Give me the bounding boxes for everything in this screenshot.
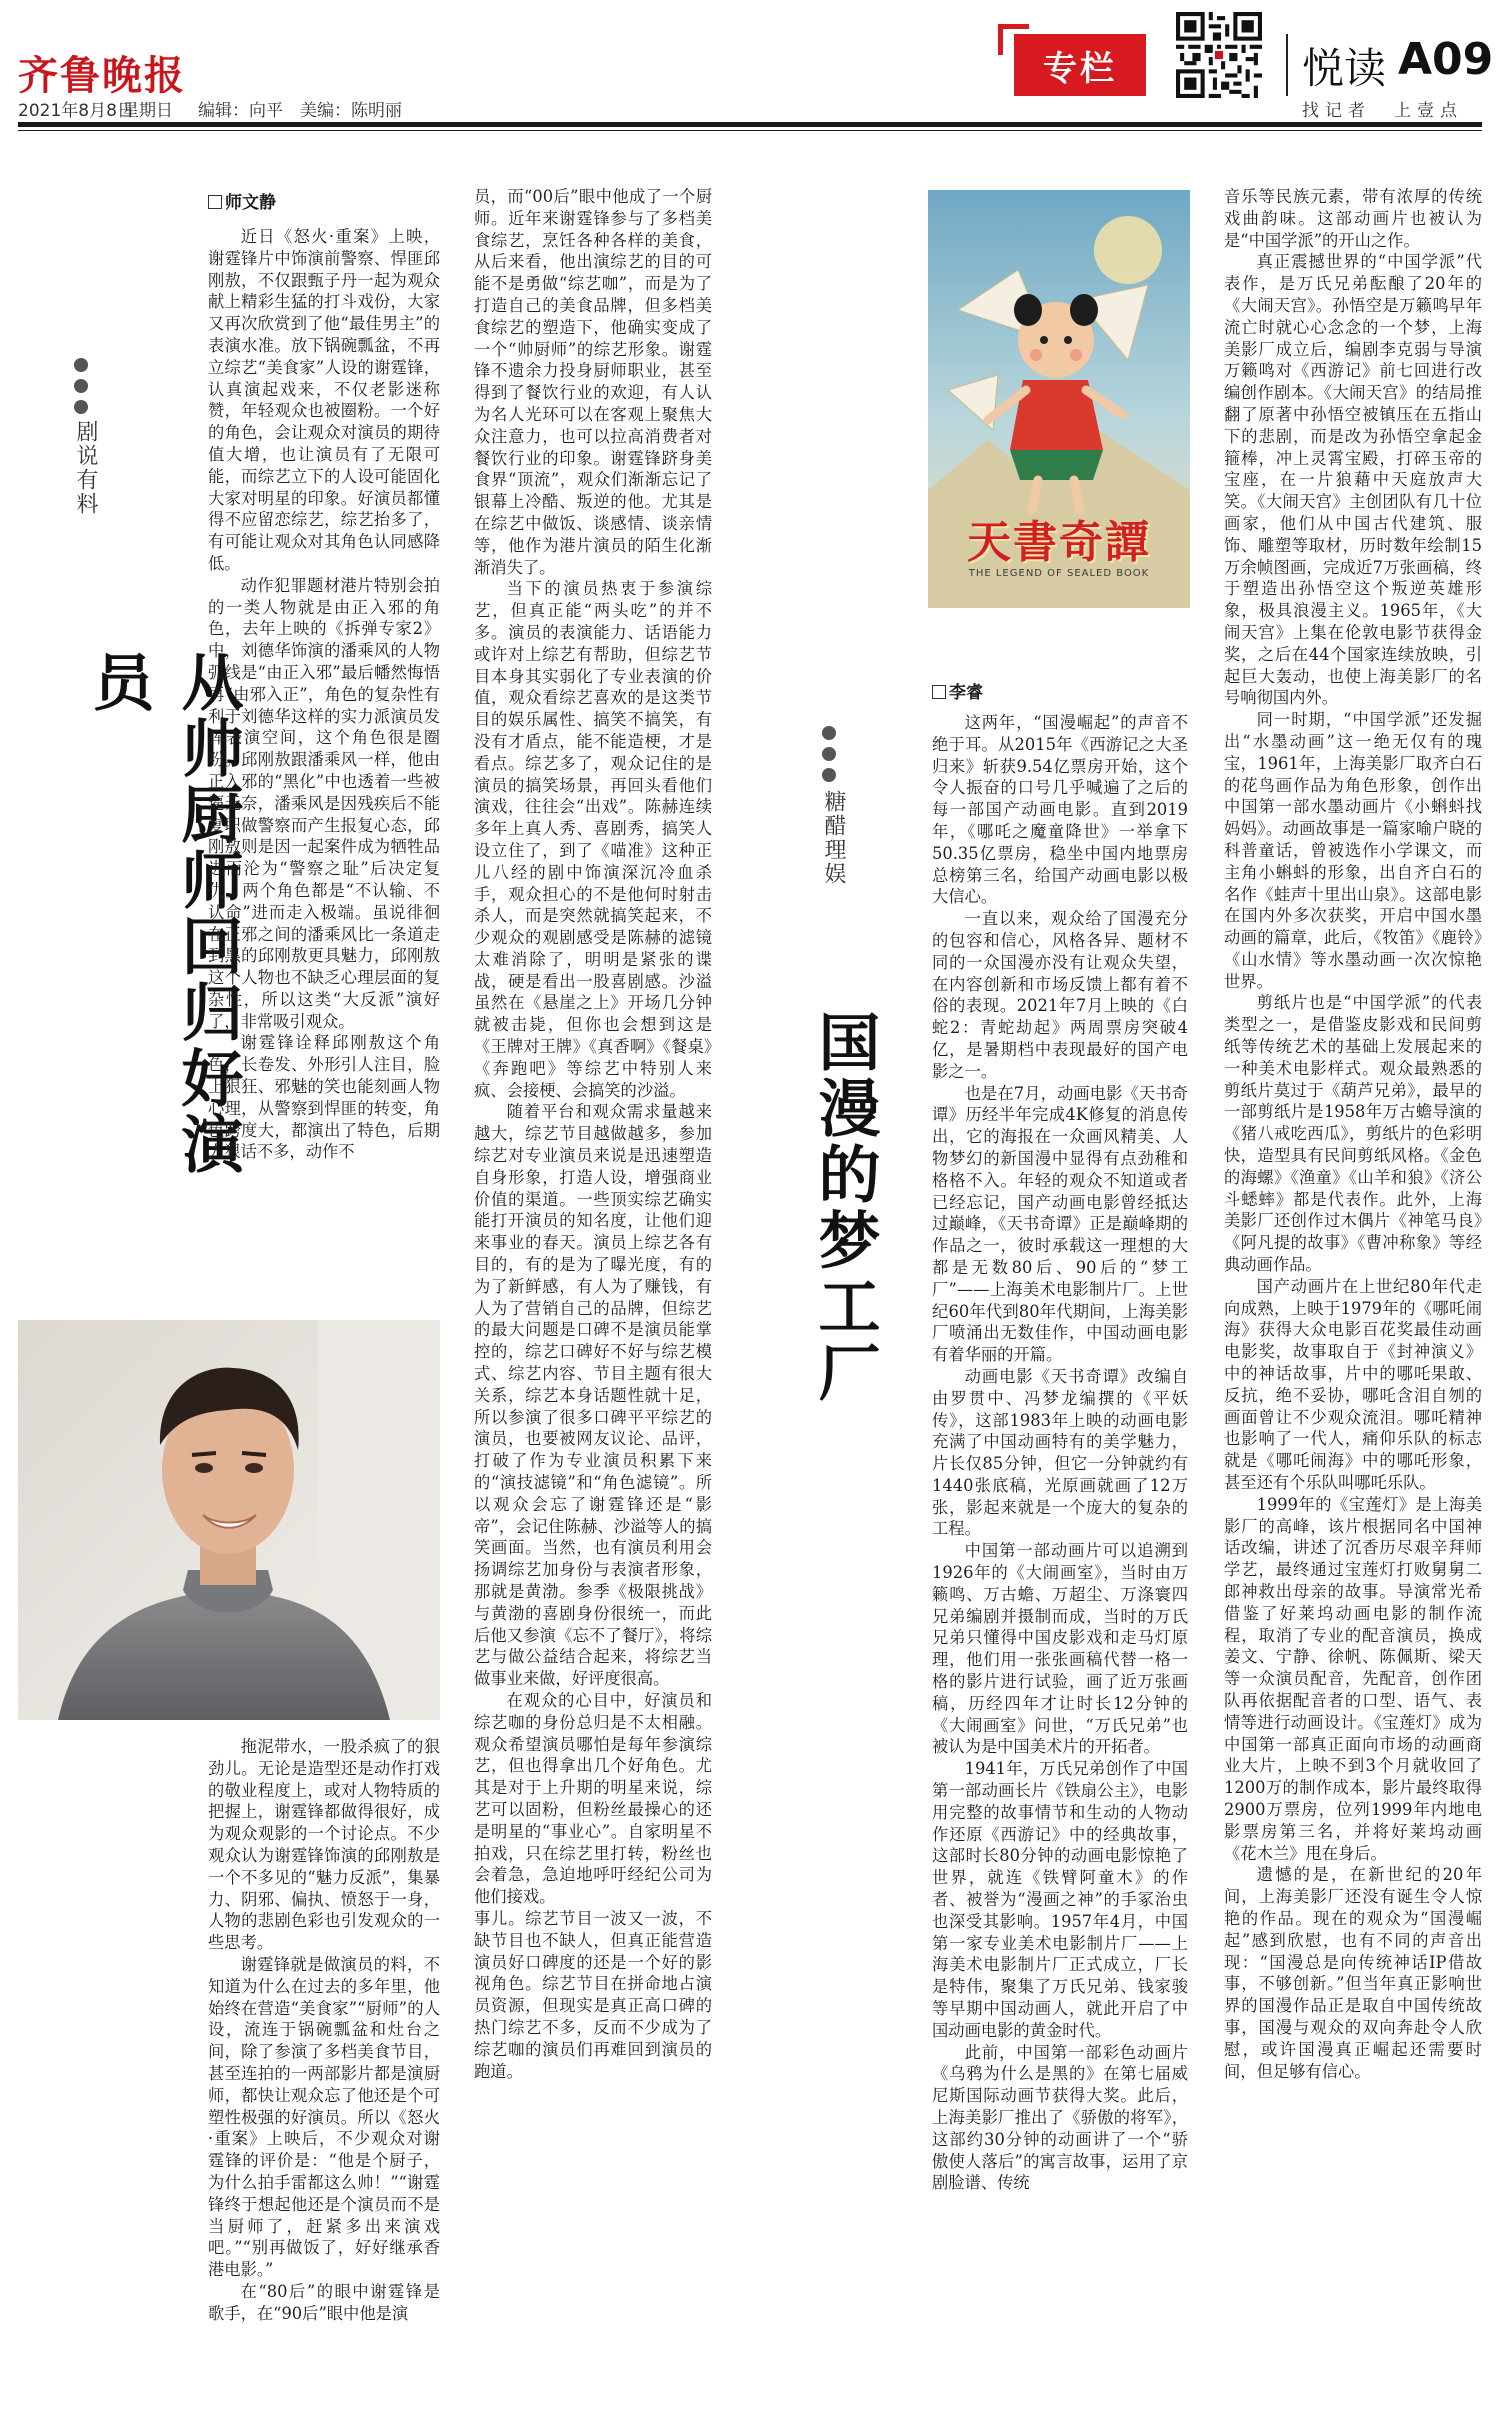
masthead-logo: 齐鲁晚报 <box>18 52 186 99</box>
article2-bullet-icon <box>822 726 836 782</box>
article1-headline: 从帅厨师回归好演员 <box>82 650 244 1178</box>
article1-column-1-bottom: 拖泥带水，一股杀疯了的狠劲儿。无论是造型还是动作打戏的敬业程度上，或对人物特质的把握上，谢霆锋都做得很好，成为观众观影的一个讨论点。不少观众认为谢霆锋饰演的邱刚敖是一个不多见的“魅力反派”，集暴力、阴邪、偏执、愤怒于一身，人物的悲剧色彩也引发观众的一些思考。 谢霆锋就是做演员的料，不知道为什么在过去的多年里，他始终在营造“美食家”“厨师”的人设，流连于锅碗瓢盆和灶台之间，除了参演了多档美食节目，甚至连拍的一两部影片都是演厨师，都快让观众忘了他还是个可塑性极强的好演员。所以《怒火·重案》上映后，不少观众对谢霆锋的评价是：“他是个厨子，为什么拍手雷都这么帅！”“谢霆锋终于想起他还是个演员而不是当厨师了，赶紧多出来演戏吧。”“别再做饭了，好好继承香港电影。” 在“80后”的眼中谢霆锋是歌手，在“90后”眼中他是演 <box>208 1737 440 2323</box>
movie-poster-image <box>928 190 1190 608</box>
article2-headline: 国漫的梦工厂 <box>808 1010 881 1406</box>
page-title: 悦读 <box>1302 44 1387 93</box>
article2-kicker: 糖醋理娱 <box>821 790 846 886</box>
header-rule-thin <box>18 130 1482 131</box>
article1-column-2: 员，而“00后”眼中他成了一个厨师。近年来谢霆锋参与了多档美食综艺，烹饪各种各样的美食，从后来看，他出演综艺的目的可能不是勇做“综艺咖”，而是为了打造自己的美食品牌，但多档美食综艺的塑造下，他确实变成了一个“帅厨师”的综艺形象。谢霆锋不遗余力投身厨师职业，甚至得到了餐饮行业的欢迎，有人认为名人光环可以在客观上聚焦大众注意力，也可以拉高消费者对餐饮行业的印象。谢霆锋跻身美食界“顶流”，观众们渐渐忘记了银幕上冷酷、叛逆的他。尤其是在综艺中做饭、谈感情、谈亲情等，他作为港片演员的陌生化渐渐消失了。 当下的演员热衷于参演综艺，但真正能“两头吃”的并不多。演员的表演能力、话语能力或许对上综艺有帮助，但综艺节目本身其实弱化了专业表演的价值，观众看综艺喜欢的是这类节目的娱乐属性、搞笑不搞笑，有没有才盾点，能不能造梗，才是看点。综艺多了，观众记住的是演员的搞笑场景，再回头看他们演戏，往往会“出戏”。陈赫连续多年上真人秀、喜剧秀，搞笑人设立住了，到了《喵准》这种正儿八经的剧中饰演深沉冷血杀手，观众担心的不是他何时射击杀人，而是突然就搞笑起来，不少观众的观剧感受是陈赫的滤镜太难消除了，明明是紧张的谍战，硬是看出一股喜剧感。沙溢虽然在《悬崖之上》开场几分钟就被击毙，但你也会想到这是《王牌对王牌》《真香啊》《餐桌》《奔跑吧》等综艺中特别人来疯、会接梗、会搞笑的沙溢。 随着平台和观众需求量越来越大，综艺节目越做越多，参加综艺对专业演员来说是迅速塑造自身形象，打造人设，增强商业价值的渠道。一些顶实综艺确实能打开演员的知名度，让他们迎来事业的春天。演员上综艺各有目的，有的是为了曝光度，有的为了新鲜感，有人为了赚钱，有人为了营销自己的品牌，但综艺的最大问题是口碑不是演员能掌控的，综艺口碑好不好与综艺模式、综艺内容、节目主题有很大关系，综艺本身话题性就十足，所以参演了很多口碑平平综艺的演员，也要被网友议论、品评，打破了作为专业演员积累下来的“演技滤镜”和“角色滤镜”。所以观众会忘了谢霆锋还是“影帝”，会记住陈赫、沙溢等人的搞笑画面。当然，也有演员利用会扬调综艺加身份与表演者形象，那就是黄渤。参季《极限挑战》与黄渤的喜剧身份很统一，而此后他又参演《忘不了餐厅》，将综艺与做公益结合起来，将综艺当做事业来做，好评度很高。 在观众的心目中，好演员和综艺咖的身份总归是不太相融。观众希望演员哪怕是每年参演综艺，但也得拿出几个好角色。尤其是对于上升期的明星来说，综艺可以固粉，但粉丝最操心的还是明星的“事业心”。自家明星不拍戏，只在综艺里打转，粉丝也会着急，急迫地呼吁经纪公司为他们接戏。 事儿。综艺节目一波又一波，不缺节目也不缺人，但真正能营造演员好口碑度的还是一个好的影视角色。综艺节目在拼命地占演员资源，但现实是真正高口碑的热门综艺不多，反而不少成为了综艺咖的演员们再难回到演员的跑道。 <box>474 187 712 2081</box>
qr-code-icon[interactable] <box>1176 12 1262 98</box>
issue-weekday: 星期日 <box>122 101 173 121</box>
article2-byline: 李睿 <box>932 678 983 703</box>
byline-box-icon-2 <box>932 685 946 699</box>
poster-subtitle: THE LEGEND OF SEALED BOOK <box>968 568 1150 579</box>
section-badge: 专栏 <box>1014 34 1146 96</box>
editor-credits: 编辑：向平 美编：陈明丽 <box>198 101 402 121</box>
article1-kicker: 剧说有料 <box>73 420 98 516</box>
article1-column-1-top: 近日《怒火·重案》上映，谢霆锋片中饰演前警察、悍匪邱刚敖，不仅跟甄子丹一起为观众献上精彩生猛的打斗戏份，大家又再次欣赏到了他“最佳男主”的表演水准。放下锅碗瓢盆，不再立综艺“美食家”人设的谢霆锋，认真演起戏来，不仅老影迷称赞，年轻观众也被圈粉。一个好的角色，会让观众对演员的期待值大增，也让演员有了无限可能，而综艺立下的人设可能固化大家对明星的印象。好演员都懂得不应留恋综艺，综艺抬多了，有可能让观众对其角色认同感降低。 动作犯罪题材港片特别会拍的一类人物就是由正入邪的角色，去年上映的《拆弹专家2》中，刘德华饰演的潘乘风的人物弧线是“由正入邪”最后幡然悔悟再“由邪入正”，角色的复杂性有利于刘德华这样的实力派演员发挥表演空间，这个角色很是圈粉。邱刚敖跟潘乘风一样，他由正入邪的“黑化”中也透着一些被逼无奈，潘乘风是因残疾后不能复职做警察而产生报复心态，邱刚敖则是因一起案件成为牺牲品进而沦为“警察之耻”后决定复仇。两个角色都是“不认输、不认命”进而走入极端。虽说徘徊在正邪之间的潘乘风比一条道走到黑的邱刚敖更具魅力，邱刚敖这个人物也不缺乏心理层面的复杂性，所以这类“大反派”演好了，非常吸引观众。 谢霆锋诠释邱刚敖这个角色，长卷发、外形引人注目，脸上狠狂、邪魅的笑也能刻画人物心理，从警察到悍匪的转变，角色跨度大，都演出了特色，后期人狠话不多，动作不 <box>208 227 440 1162</box>
header-divider <box>1286 34 1288 96</box>
article1-bullet-icon <box>74 358 88 414</box>
page-number: A09 <box>1398 34 1494 85</box>
slogan: 找记者 上壹点 <box>1302 101 1463 121</box>
poster-title: 天書奇譚 <box>967 517 1151 568</box>
article2-column-2: 音乐等民族元素，带有浓厚的传统戏曲韵味。这部动画片也被认为是“中国学派”的开山之作。 真正震撼世界的“中国学派”代表作，是万氏兄弟酝酿了20年的《大闹天宫》。孙悟空是万籁鸣早年流亡时就心心念念的一个梦，上海美影厂成立后，编剧李克弱与导演万籁鸣对《西游记》前七回进行改编创作剧本。《大闹天宫》的结局推翻了原著中孙悟空被镇压在五指山下的悲剧，而是改为孙悟空拿起金箍棒，冲上灵霄宝殿，打碎玉帝的宝座，在一片狼藉中天庭放声大笑。《大闹天宫》主创团队有几十位画家，他们从中国古代建筑、服饰、雕塑等取材，历时数年绘制15万余帧图画，完成近7万张画稿，终于塑造出孙悟空这个叛逆英雄形象，极具浪漫主义。1965年，《大闹天宫》上集在伦敦电影节获得金奖，之后在44个国家连续放映，引起巨大轰动，也使上海美影厂的名号响彻国内外。 同一时期，“中国学派”还发掘出“水墨动画”这一绝无仅有的瑰宝，1961年，上海美影厂取齐白石的花鸟画作品为角色形象，创作出中国第一部水墨动画片《小蝌蚪找妈妈》。动画故事是一篇家喻户晓的科普童话，曾被选作小学课文，而主角小蝌蚪的形象，出自齐白石的名作《蛙声十里出山泉》。这部电影在国内外多次获奖，开启中国水墨动画的篇章，此后，《牧笛》《鹿铃》《山水情》等水墨动画一次次惊艳世界。 剪纸片也是“中国学派”的代表类型之一，是借鉴皮影戏和民间剪纸等传统艺术的基础上发展起来的一种美术电影样式。观众最熟悉的剪纸片莫过于《葫芦兄弟》，最早的一部剪纸片是1958年万古蟾导演的《猪八戒吃西瓜》，剪纸片的色彩明快，造型具有民间剪纸风格。《金色的海螺》《渔童》《山羊和狼》《济公斗蟋蟀》都是代表作。此外，上海美影厂还创作过木偶片《神笔马良》《阿凡提的故事》《曹冲称象》等经典动画作品。 国产动画片在上世纪80年代走向成熟，上映于1979年的《哪吒闹海》获得大众电影百花奖最佳动画电影奖，故事取自于《封神演义》中的神话故事，片中的哪吒果敢、反抗，绝不妥协，哪吒含泪自刎的画面曾让不少观众流泪。哪吒精神也影响了一代人，痛仰乐队的标志就是《哪吒闹海》中的哪吒形象，甚至还有个乐队叫哪吒乐队。 1999年的《宝莲灯》是上海美影厂的高峰，该片根据同名中国神话改编，讲述了沉香历尽艰辛拜师学艺，最终通过宝莲灯打败舅舅二郎神救出母亲的故事。导演常光希借鉴了好莱坞动画电影的制作流程，取消了专业的配音演员，换成姜文、宁静、徐帆、陈佩斯、梁天等一众演员配音，先配音，创作团队再依据配音者的口型、语气、表情等进行动画设计。《宝莲灯》成为中国第一部真正面向市场的动画商业大片，上映不到3个月就收回了1200万的制作成本，影片最终取得2900万票房，位列1999年内地电影票房第三名，并将好莱坞动画《花木兰》甩在身后。 遗憾的是，在新世纪的20年间，上海美影厂还没有诞生令人惊艳的作品。现在的观众为“国漫崛起”感到欣慰，也有不同的声音出现：“国漫总是向传统神话IP借故事，不够创新。”但当年真正影响世界的国漫作品正是取自中国传统故事，国漫与观众的双向奔赴令人欣慰，或许国漫真正崛起还需要时间，但足够有信心。 <box>1224 187 1482 2081</box>
article2-column-1: 这两年，“国漫崛起”的声音不绝于耳。从2015年《西游记之大圣归来》斩获9.54亿票房开始，这个令人振奋的口号几乎喊遍了之后的每一部国产动画电影。直到2019年，《哪吒之魔童降世》一举拿下50.35亿票房，稳坐中国内地票房总榜第三名，给国产动画电影以极大信心。 一直以来，观众给了国漫充分的包容和信心，风格各异、题材不同的一众国漫亦没有让观众失望，在内容创新和市场反馈上都有着不俗的表现。2021年7月上映的《白蛇2：青蛇劫起》两周票房突破4亿，是暑期档中表现最好的国产电影之一。 也是在7月，动画电影《天书奇谭》历经半年完成4K修复的消息传出，它的海报在一众画风精美、人物梦幻的新国漫中显得有点劲稚和格格不入。年轻的观众不知道或者已经忘记，国产动画电影曾经抵达过巅峰，《天书奇谭》正是巅峰期的作品之一，彼时承载这一理想的大都是无数80后、90后的“梦工厂”——上海美术电影制片厂。上世纪60年代到80年代期间，上海美影厂喷涌出无数佳作，中国动画电影有着华丽的开篇。 动画电影《天书奇谭》改编自由罗贯中、冯梦龙编撰的《平妖传》，这部1983年上映的动画电影充满了中国动画特有的美学魅力，片长仅85分钟，但它一分钟就约有1440张底稿，光原画就画了12万张，影起来就是一个庞大的复杂的工程。 中国第一部动画片可以追溯到1926年的《大闹画室》，当时由万籁鸣、万古蟾、万超尘、万涤寰四兄弟编剧并摄制而成，当时的万氏兄弟只懂得中国皮影戏和走马灯原理，他们用一张张画稿代替一格一格的影片进行试验，画了近万张画稿，历经四年才让时长12分钟的《大闹画室》问世，“万氏兄弟”也被认为是中国美术片的开拓者。 1941年，万氏兄弟创作了中国第一部动画长片《铁扇公主》，电影用完整的故事情节和生动的人物动作还原《西游记》中的经典故事，这部时长80分钟的动画电影惊艳了世界，就连《铁臂阿童木》的作者、被誉为“漫画之神”的手冢治虫也深受其影响。1957年4月，中国第一家专业美术电影制片厂——上海美术电影制片厂正式成立，厂长是特伟，聚集了万氏兄弟、钱家骏等早期中国动画人，就此开启了中国动画电影的黄金时代。 此前，中国第一部彩色动画片《乌鸦为什么是黑的》在第七届威尼斯国际动画节获得大奖。此后，上海美影厂推出了《骄傲的将军》，这部约30分钟的动画讲了一个“骄傲使人落后”的寓言故事，运用了京剧脸谱、传统 <box>932 713 1188 2193</box>
byline-box-icon <box>208 195 222 209</box>
actor-portrait-photo <box>18 1320 440 1720</box>
article1-byline: 师文静 <box>208 188 276 213</box>
header-rule <box>18 122 1482 127</box>
issue-date: 2021年8月8日 <box>18 101 134 121</box>
